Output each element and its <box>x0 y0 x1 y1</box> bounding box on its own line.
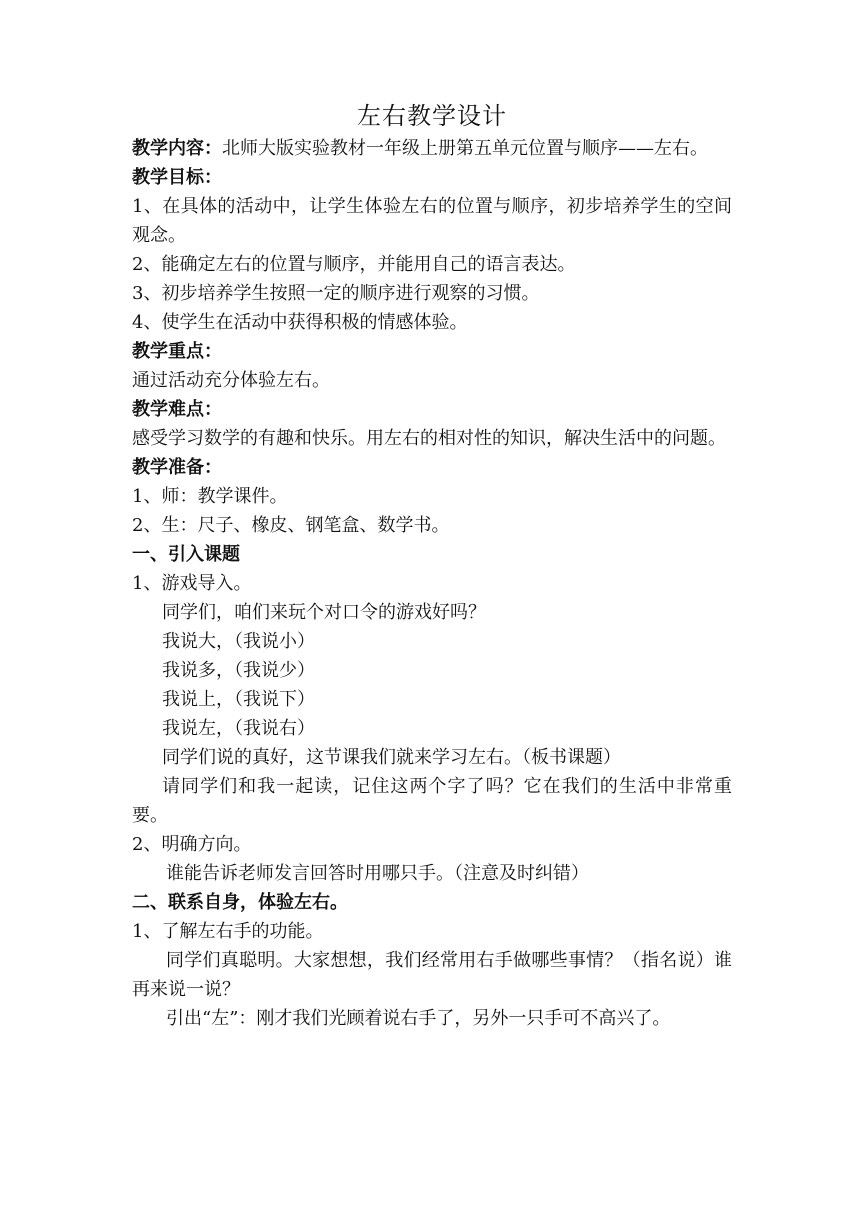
content-label: 教学内容： <box>132 138 222 159</box>
content-text: 北师大版实验教材一年级上册第五单元位置与顺序——左右。 <box>222 138 708 159</box>
section1-line-5: 我说左，（我说右） <box>162 718 315 739</box>
difficulty-text: 感受学习数学的有趣和快乐。用左右的相对性的知识，解决生活中的问题。 <box>132 428 726 449</box>
goal-item-3: 3、初步培养学生按照一定的顺序进行观察的习惯。 <box>132 283 540 304</box>
section1-line-6: 同学们说的真好，这节课我们就来学习左右。（板书课题） <box>162 747 621 768</box>
goal-item-1: 1、在具体的活动中，让学生体验左右的位置与顺序，初步培养学生的空间观念。 <box>132 196 732 246</box>
section2-heading: 二、联系自身，体验左右。 <box>132 892 348 913</box>
document-title: 左右教学设计 <box>357 102 507 130</box>
prep-item-2: 2、生：尺子、橡皮、钢笔盒、数学书。 <box>132 515 450 536</box>
key-label: 教学重点： <box>132 341 222 362</box>
section1-line-4: 我说上，（我说下） <box>162 689 315 710</box>
section1-heading: 一、引入课题 <box>132 544 240 565</box>
section1-line-3: 我说多，（我说少） <box>162 660 315 681</box>
goals-label: 教学目标： <box>132 167 222 188</box>
goal-item-2: 2、能确定左右的位置与顺序，并能用自己的语言表达。 <box>132 254 576 275</box>
section1-sub2-line: 谁能告诉老师发言回答时用哪只手。（注意及时纠错） <box>166 863 589 884</box>
content-paragraph <box>132 134 732 163</box>
section1-sub2: 2、明确方向。 <box>132 834 252 855</box>
section1-line-1: 同学们，咱们来玩个对口令的游戏好吗？ <box>162 602 486 623</box>
section1-sub1: 1、游戏导入。 <box>132 573 252 594</box>
section1-line-7: 请同学们和我一起读，记住这两个字了吗？它在我们的生活中非常重要。 <box>132 776 732 826</box>
key-text: 通过活动充分体验左右。 <box>132 370 330 391</box>
section2-sub1: 1、了解左右手的功能。 <box>132 921 324 942</box>
section2-line-1: 同学们真聪明。大家想想，我们经常用右手做哪些事情？（指名说）谁再来说一说？ <box>132 950 732 1000</box>
prep-item-1: 1、师：教学课件。 <box>132 486 288 507</box>
document-page <box>132 100 732 1033</box>
section1-line-2: 我说大，（我说小） <box>162 631 315 652</box>
section2-line-2: 引出“左”：刚才我们光顾着说右手了，另外一只手可不高兴了。 <box>166 1008 671 1029</box>
difficulty-label: 教学难点： <box>132 399 222 420</box>
goal-item-4: 4、使学生在活动中获得积极的情感体验。 <box>132 312 468 333</box>
prep-label: 教学准备： <box>132 457 222 478</box>
